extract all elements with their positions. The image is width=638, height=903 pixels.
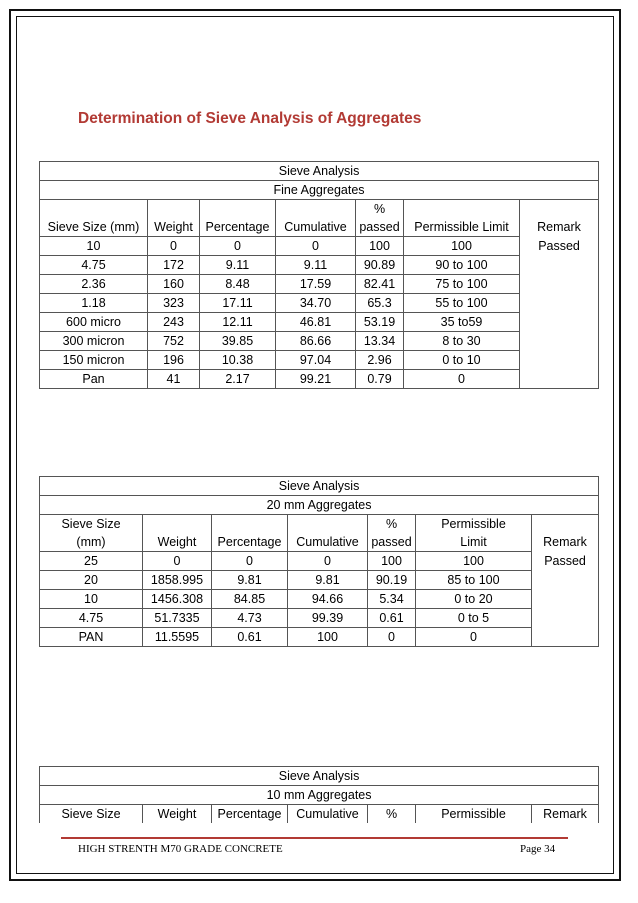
table-row — [40, 370, 599, 389]
cell-permissible-limit: 100 — [404, 237, 520, 256]
cell-passed: 13.34 — [356, 332, 404, 351]
header-row — [40, 533, 599, 552]
cell-sieve-size: 300 micron — [40, 332, 148, 351]
cell-weight: 196 — [148, 351, 200, 370]
cell-cumulative: 100 — [288, 628, 368, 647]
header-sieve-size: Sieve Size (mm) — [40, 218, 148, 237]
cell-permissible-limit: 0 to 20 — [416, 590, 532, 609]
cell-weight: 172 — [148, 256, 200, 275]
cell-passed: 0.61 — [368, 609, 416, 628]
cell-cumulative: 9.81 — [288, 571, 368, 590]
cell-sieve-size: 25 — [40, 552, 143, 571]
header-permissible-limit: Permissible Limit — [404, 218, 520, 237]
cell-weight: 752 — [148, 332, 200, 351]
cell-percentage: 4.73 — [212, 609, 288, 628]
header-permissible: Permissible — [416, 805, 532, 824]
cell-cumulative: 97.04 — [276, 351, 356, 370]
cell-cumulative: 0 — [276, 237, 356, 256]
header-weight: Weight — [148, 218, 200, 237]
cell-sieve-size: PAN — [40, 628, 143, 647]
cell-sieve-size: 10 — [40, 237, 148, 256]
cell-passed: 5.34 — [368, 590, 416, 609]
cell-cumulative: 46.81 — [276, 313, 356, 332]
header-weight: Weight — [143, 805, 212, 824]
cell-cumulative: 9.11 — [276, 256, 356, 275]
fine-aggregates-table — [39, 161, 599, 389]
cell-weight: 11.5595 — [143, 628, 212, 647]
header-sieve-size: Sieve Size — [40, 515, 143, 534]
cell-percentage: 2.17 — [200, 370, 276, 389]
cell-permissible-limit: 0 to 10 — [404, 351, 520, 370]
page-border-inner — [16, 16, 614, 874]
header-percentage: Percentage — [212, 533, 288, 552]
header-remark: Remark — [532, 533, 599, 552]
table-row — [40, 237, 599, 256]
table-title: Sieve Analysis — [40, 477, 599, 496]
cell-percentage: 0 — [212, 552, 288, 571]
header-percentage: Percentage — [200, 218, 276, 237]
table-subtitle-row — [40, 496, 599, 515]
table-subtitle: 10 mm Aggregates — [40, 786, 599, 805]
cell-remark: Passed — [532, 552, 599, 647]
cell-permissible-limit: 55 to 100 — [404, 294, 520, 313]
table-row — [40, 571, 599, 590]
footer-rule — [61, 837, 568, 839]
table-title: Sieve Analysis — [40, 767, 599, 786]
cell-permissible-limit: 0 — [404, 370, 520, 389]
cell-percentage: 9.81 — [212, 571, 288, 590]
cell-permissible-limit: 85 to 100 — [416, 571, 532, 590]
table-row — [40, 590, 599, 609]
cell-percentage: 9.11 — [200, 256, 276, 275]
cell-sieve-size: 10 — [40, 590, 143, 609]
header-cumulative: Cumulative — [288, 805, 368, 824]
cell-permissible-limit: 100 — [416, 552, 532, 571]
page-heading: Determination of Sieve Analysis of Aggregates — [78, 110, 422, 127]
cell-passed: 100 — [356, 237, 404, 256]
header-row-top — [40, 200, 599, 219]
header-cumulative: Cumulative — [276, 218, 356, 237]
cell-percentage: 0.61 — [212, 628, 288, 647]
header-row — [40, 805, 599, 824]
cell-remark: Passed — [520, 237, 599, 389]
header-cumulative: Cumulative — [288, 533, 368, 552]
cell-cumulative: 17.59 — [276, 275, 356, 294]
table-subtitle: Fine Aggregates — [40, 181, 599, 200]
cell-permissible-limit: 0 to 5 — [416, 609, 532, 628]
header-limit: Limit — [416, 533, 532, 552]
cell-weight: 1456.308 — [143, 590, 212, 609]
table-title-row — [40, 477, 599, 496]
header-permissible: Permissible — [416, 515, 532, 534]
cell-passed: 65.3 — [356, 294, 404, 313]
cell-passed: 90.89 — [356, 256, 404, 275]
header-percent: % — [368, 515, 416, 534]
header-remark: Remark — [520, 218, 599, 237]
cell-weight: 0 — [143, 552, 212, 571]
table-row — [40, 256, 599, 275]
header-percentage: Percentage — [212, 805, 288, 824]
cell-sieve-size: 4.75 — [40, 609, 143, 628]
header-passed: passed — [368, 533, 416, 552]
cell-sieve-size: 20 — [40, 571, 143, 590]
cell-percentage: 17.11 — [200, 294, 276, 313]
header-weight: Weight — [143, 533, 212, 552]
cell-sieve-size: 600 micro — [40, 313, 148, 332]
table-title: Sieve Analysis — [40, 162, 599, 181]
cell-percentage: 10.38 — [200, 351, 276, 370]
cell-weight: 323 — [148, 294, 200, 313]
table-row — [40, 351, 599, 370]
table-row — [40, 313, 599, 332]
20mm-aggregates-table — [39, 476, 599, 647]
table-row — [40, 275, 599, 294]
cell-percentage: 84.85 — [212, 590, 288, 609]
header-row — [40, 218, 599, 237]
cell-sieve-size: Pan — [40, 370, 148, 389]
header-percent: % — [368, 805, 416, 824]
header-percent: % — [356, 200, 404, 219]
table-row — [40, 294, 599, 313]
cell-permissible-limit: 75 to 100 — [404, 275, 520, 294]
cell-passed: 0 — [368, 628, 416, 647]
cell-sieve-size: 2.36 — [40, 275, 148, 294]
cell-sieve-size: 150 micron — [40, 351, 148, 370]
cell-cumulative: 99.21 — [276, 370, 356, 389]
header-sieve-size: Sieve Size — [40, 805, 143, 824]
cell-weight: 0 — [148, 237, 200, 256]
cell-permissible-limit: 35 to59 — [404, 313, 520, 332]
header-mm: (mm) — [40, 533, 143, 552]
footer-title: HIGH STRENTH M70 GRADE CONCRETE — [78, 843, 283, 855]
cell-percentage: 8.48 — [200, 275, 276, 294]
cell-percentage: 0 — [200, 237, 276, 256]
table-subtitle: 20 mm Aggregates — [40, 496, 599, 515]
table-row — [40, 628, 599, 647]
cell-weight: 160 — [148, 275, 200, 294]
cell-passed: 0.79 — [356, 370, 404, 389]
header-row-top — [40, 515, 599, 534]
cell-permissible-limit: 0 — [416, 628, 532, 647]
cell-weight: 41 — [148, 370, 200, 389]
cell-weight: 1858.995 — [143, 571, 212, 590]
cell-cumulative: 0 — [288, 552, 368, 571]
table-row — [40, 609, 599, 628]
cell-passed: 100 — [368, 552, 416, 571]
cell-percentage: 39.85 — [200, 332, 276, 351]
cell-sieve-size: 4.75 — [40, 256, 148, 275]
cell-cumulative: 34.70 — [276, 294, 356, 313]
cell-percentage: 12.11 — [200, 313, 276, 332]
10mm-aggregates-table — [39, 766, 599, 823]
cell-passed: 82.41 — [356, 275, 404, 294]
header-passed: passed — [356, 218, 404, 237]
cell-weight: 243 — [148, 313, 200, 332]
cell-passed: 90.19 — [368, 571, 416, 590]
table-title-row — [40, 767, 599, 786]
table-subtitle-row — [40, 786, 599, 805]
cell-cumulative: 99.39 — [288, 609, 368, 628]
cell-permissible-limit: 90 to 100 — [404, 256, 520, 275]
table-subtitle-row — [40, 181, 599, 200]
cell-permissible-limit: 8 to 30 — [404, 332, 520, 351]
cell-passed: 2.96 — [356, 351, 404, 370]
page-number: Page 34 — [520, 843, 556, 855]
cell-passed: 53.19 — [356, 313, 404, 332]
table-row — [40, 552, 599, 571]
table-title-row — [40, 162, 599, 181]
cell-cumulative: 94.66 — [288, 590, 368, 609]
cell-weight: 51.7335 — [143, 609, 212, 628]
cell-sieve-size: 1.18 — [40, 294, 148, 313]
cell-cumulative: 86.66 — [276, 332, 356, 351]
table-row — [40, 332, 599, 351]
header-remark: Remark — [532, 805, 599, 824]
